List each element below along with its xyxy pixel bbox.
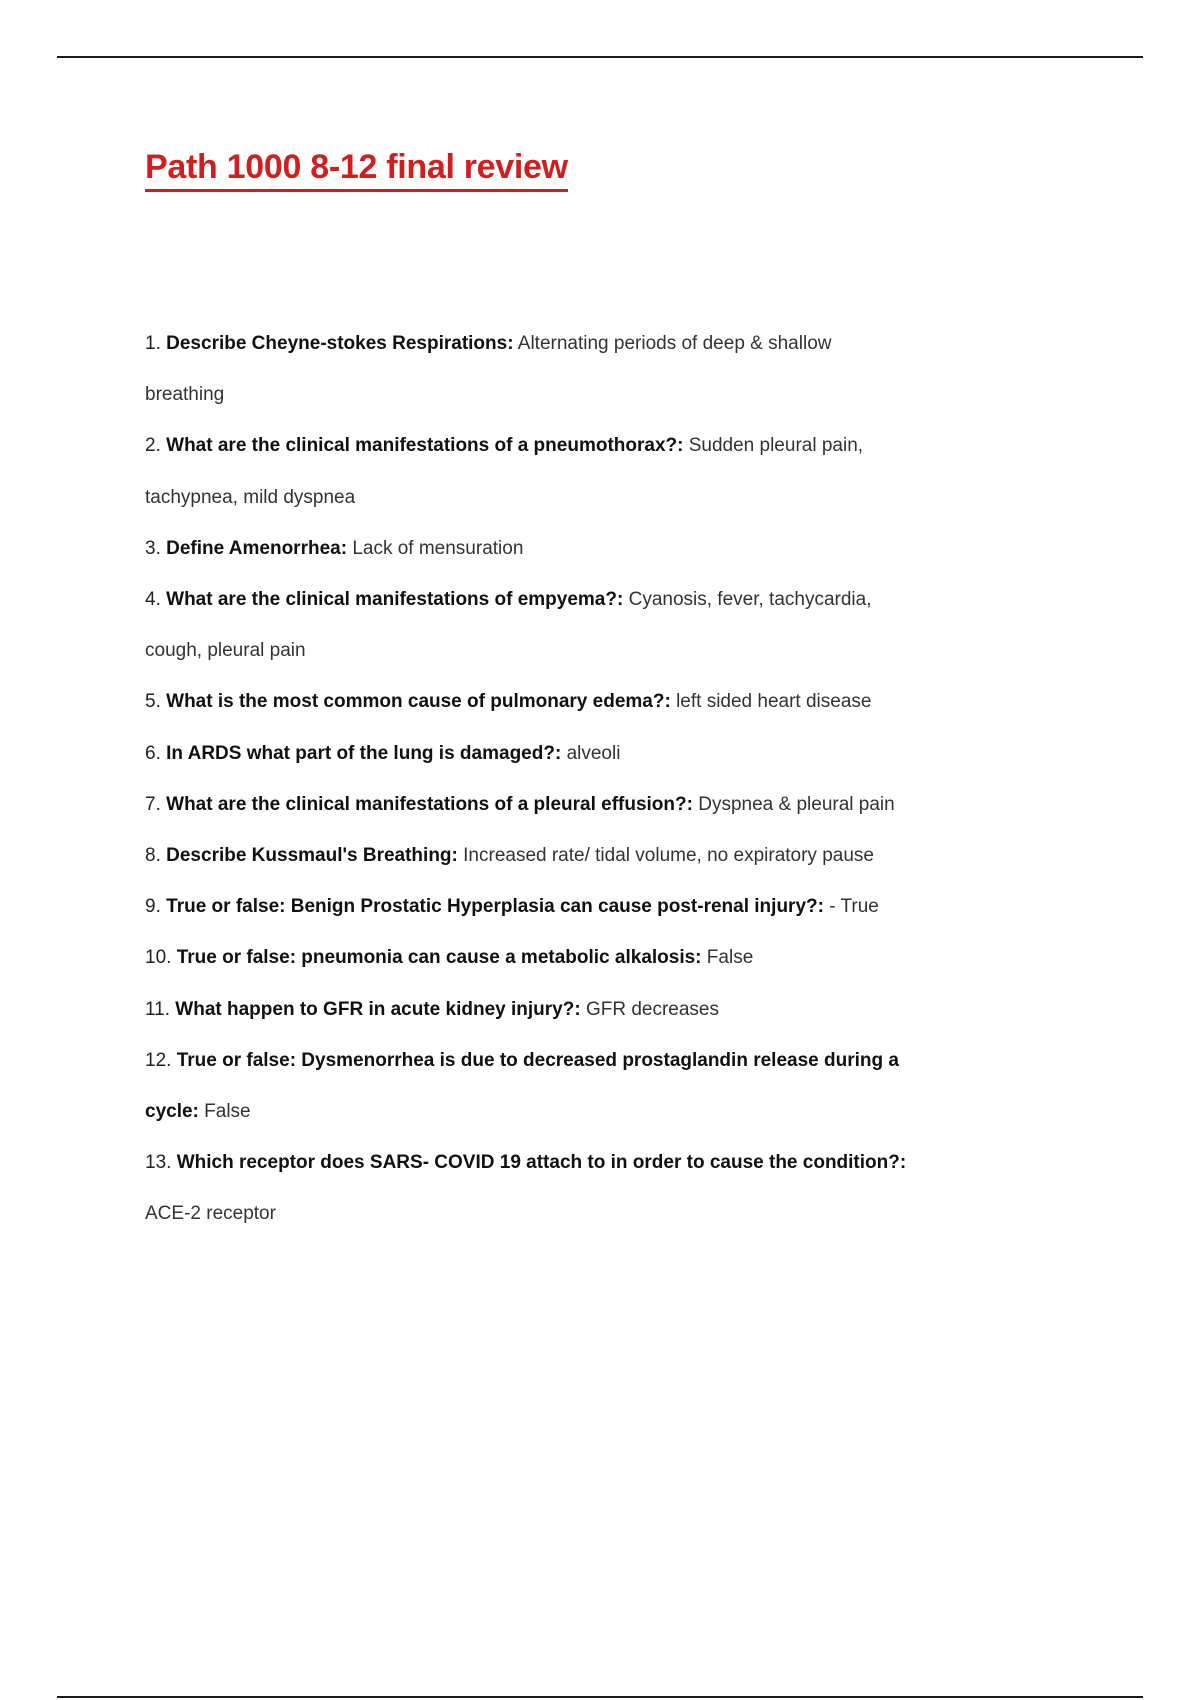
- question-list: [145, 318, 915, 1240]
- item-number: 12.: [145, 1049, 172, 1071]
- answer-text: Sudden pleural pain, tachypnea, mild dyspnea: [145, 435, 864, 508]
- answer-text: Alternating periods of deep & shallow breathing: [145, 333, 832, 406]
- question-item: [145, 779, 915, 830]
- answer-text: False: [706, 947, 754, 969]
- answer-text: GFR decreases: [585, 998, 719, 1020]
- question-text: What are the clinical manifestations of a pneumothorax?:: [166, 435, 684, 457]
- item-number: 2.: [145, 435, 161, 457]
- question-text: Describe Kussmaul's Breathing:: [166, 845, 458, 867]
- item-number: 13.: [145, 1152, 172, 1174]
- item-number: 8.: [145, 845, 161, 867]
- question-item: [145, 1035, 915, 1137]
- item-number: 10.: [145, 947, 172, 969]
- answer-text: Dyspnea & pleural pain: [698, 793, 895, 815]
- answer-text: False: [204, 1101, 251, 1123]
- document-title: Path 1000 8-12 final review: [145, 146, 568, 192]
- question-item: [145, 881, 915, 932]
- question-text: True or false: pneumonia can cause a metabolic alkalosis:: [176, 947, 702, 969]
- question-item: [145, 420, 915, 522]
- question-item: [145, 984, 915, 1035]
- question-item: [145, 523, 915, 574]
- answer-text: Lack of mensuration: [352, 537, 524, 559]
- question-text: True or false: Benign Prostatic Hyperplasia can cause post-renal injury?:: [166, 896, 824, 918]
- question-item: [145, 574, 915, 676]
- answer-text: ACE-2 receptor: [145, 1203, 276, 1225]
- answer-text: left sided heart disease: [676, 691, 872, 713]
- bottom-rule: [57, 1696, 1143, 1698]
- item-number: 7.: [145, 793, 161, 815]
- question-text: What are the clinical manifestations of a pleural effusion?:: [166, 793, 693, 815]
- item-number: 9.: [145, 896, 161, 918]
- answer-text: Increased rate/ tidal volume, no expiratory pause: [463, 845, 874, 867]
- item-number: 6.: [145, 742, 161, 764]
- item-number: 3.: [145, 537, 161, 559]
- answer-text: alveoli: [566, 742, 621, 764]
- question-text: In ARDS what part of the lung is damaged?:: [166, 742, 562, 764]
- item-number: 11.: [145, 998, 171, 1020]
- question-item: [145, 318, 915, 420]
- top-rule: [57, 56, 1143, 58]
- question-item: [145, 830, 915, 881]
- answer-text: Cyanosis, fever, tachycardia, cough, pleural pain: [145, 589, 872, 662]
- item-number: 4.: [145, 589, 161, 611]
- item-number: 1.: [145, 333, 161, 354]
- question-item: [145, 1137, 915, 1239]
- question-text: What is the most common cause of pulmonary edema?:: [166, 691, 671, 713]
- question-text: What are the clinical manifestations of empyema?:: [166, 589, 624, 611]
- question-item: [145, 676, 915, 727]
- question-text: Which receptor does SARS- COVID 19 attach to in order to cause the condition?:: [176, 1152, 907, 1174]
- item-number: 5.: [145, 691, 161, 713]
- question-text: True or false: Dysmenorrhea is due to decreased prostaglandin release during a cycle:: [145, 1049, 899, 1123]
- question-item: [145, 728, 915, 779]
- question-text: Describe Cheyne-stokes Respirations:: [166, 333, 514, 354]
- answer-text: - True: [829, 896, 879, 918]
- question-text: What happen to GFR in acute kidney injury?:: [175, 998, 581, 1020]
- question-text: Define Amenorrhea:: [166, 537, 348, 559]
- question-item: [145, 932, 915, 983]
